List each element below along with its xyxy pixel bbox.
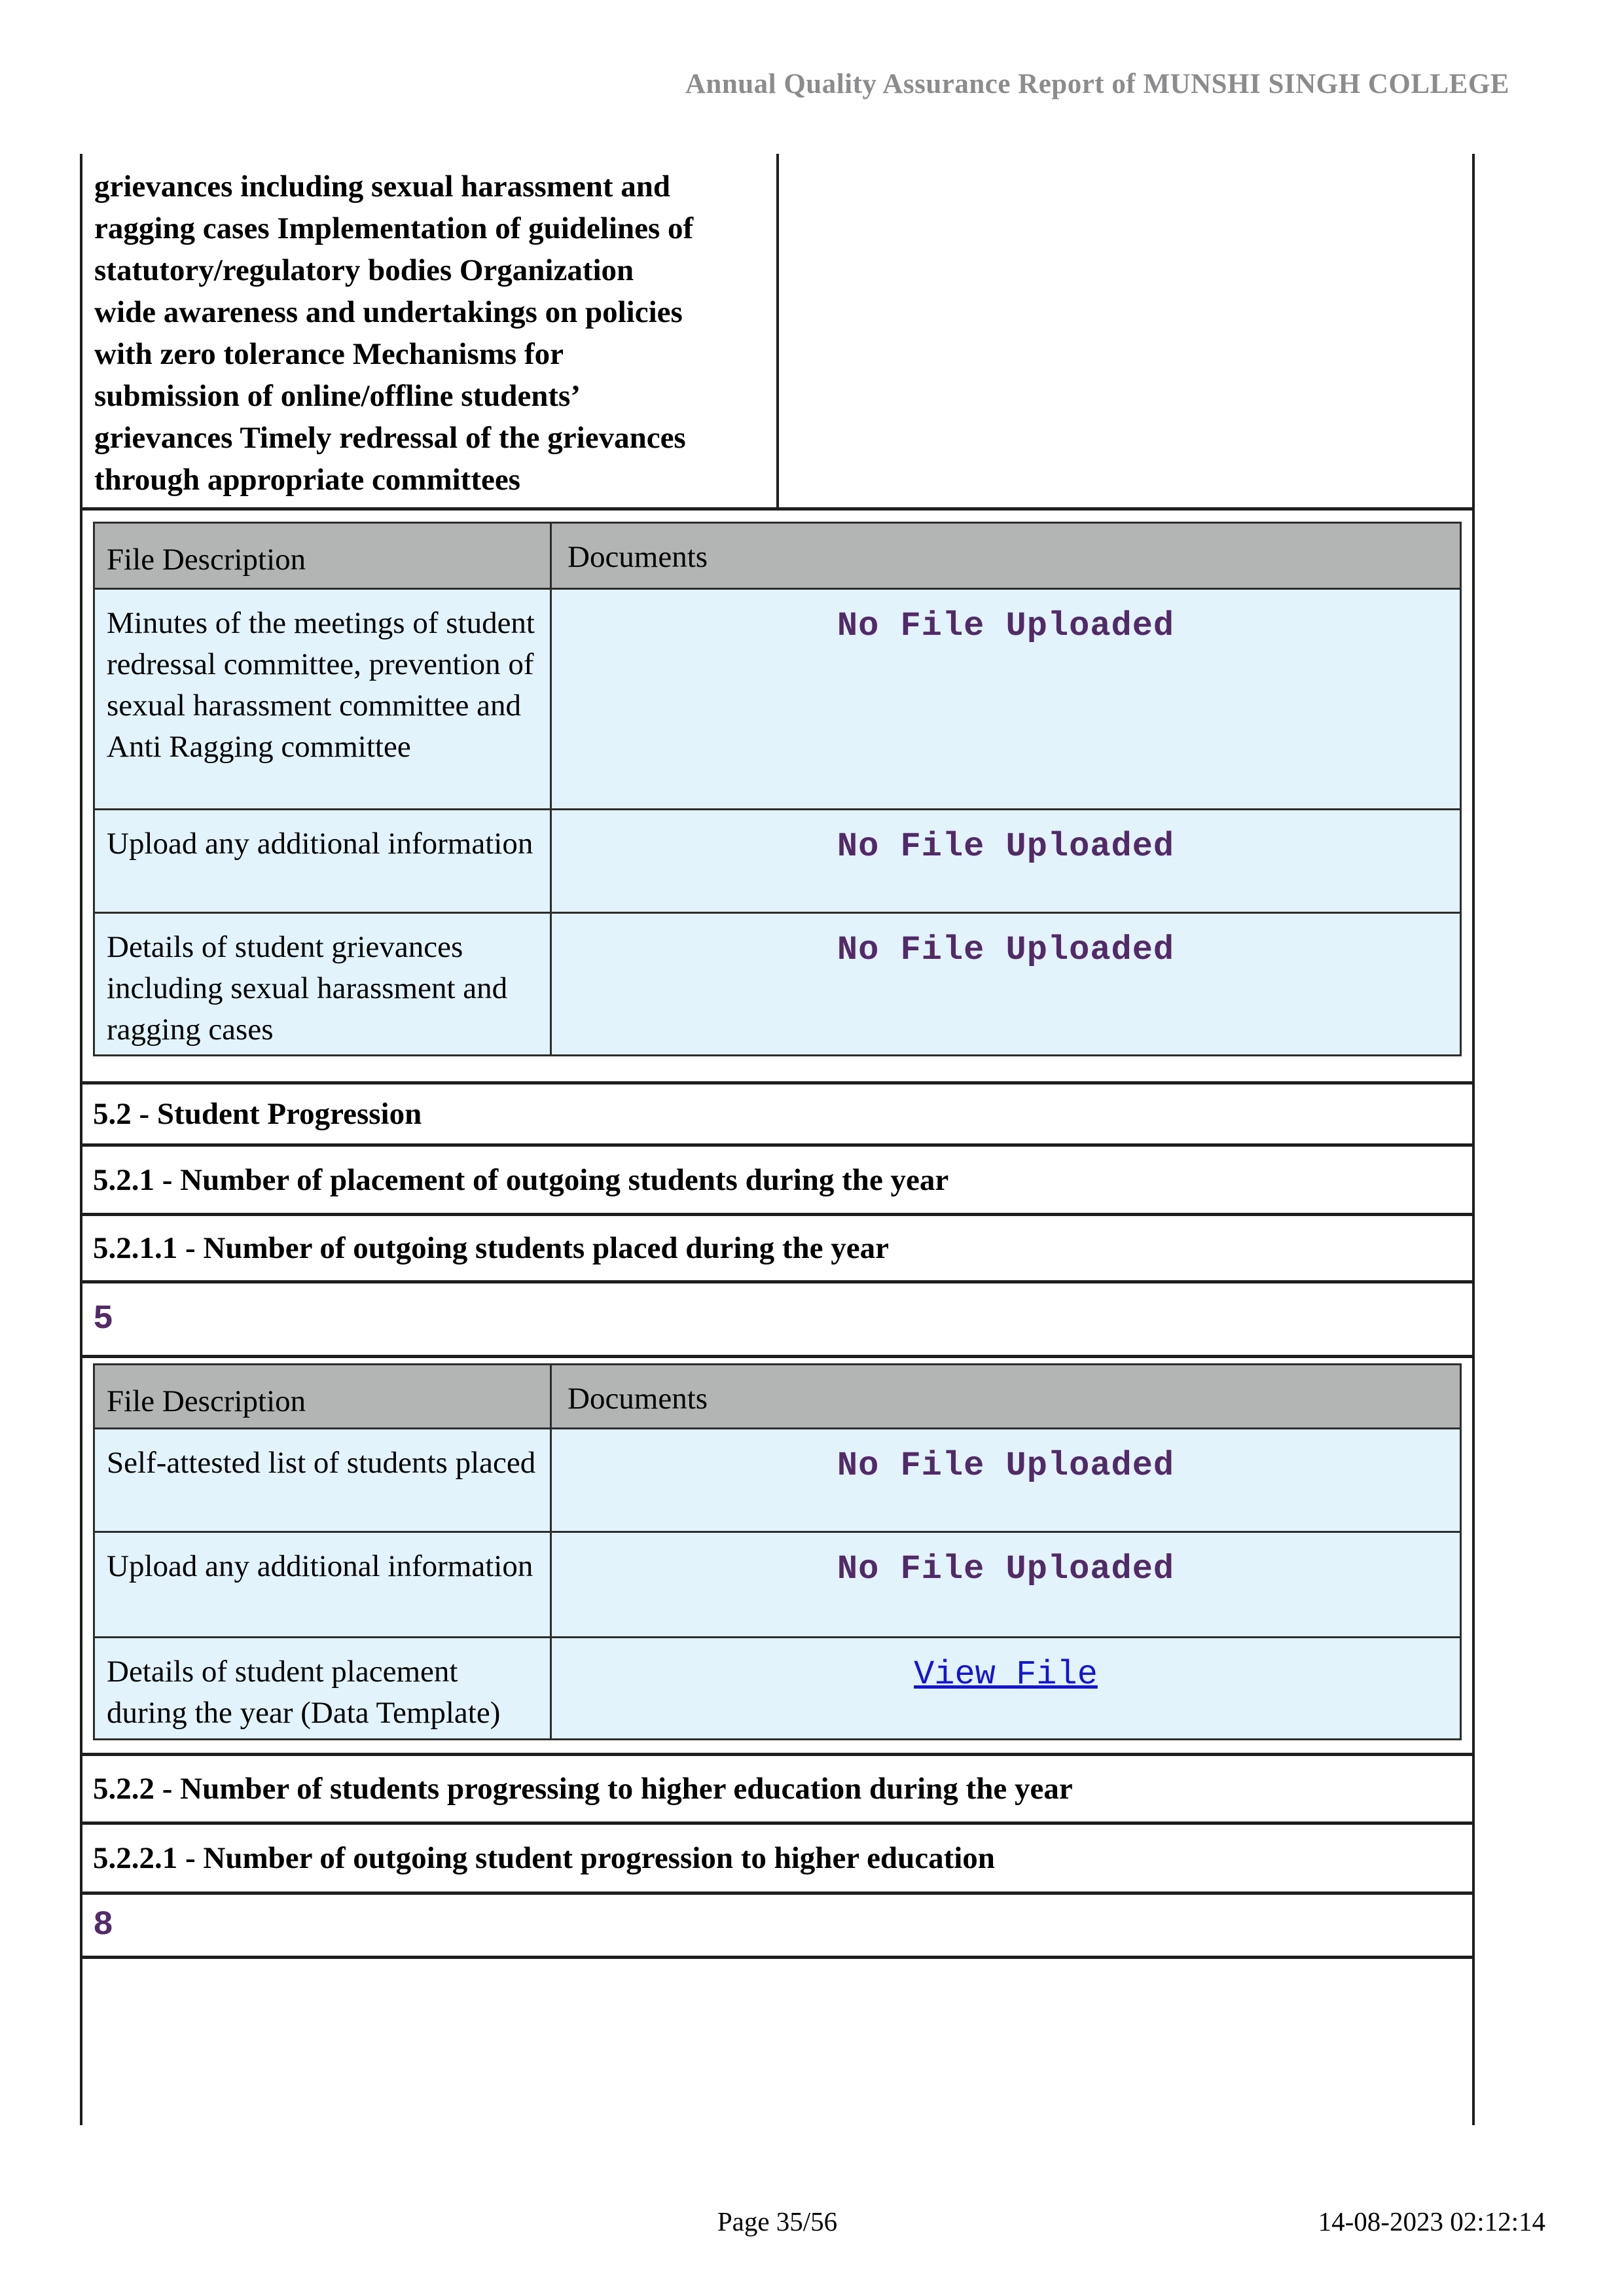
section-row-5-2-2-1 bbox=[82, 1825, 1472, 1895]
table-row bbox=[95, 588, 1460, 808]
section-row-5-2-1-1 bbox=[82, 1216, 1472, 1283]
report-title: Annual Quality Assurance Report of MUNSHI SINGH COLLEGE bbox=[685, 69, 1509, 99]
page-number: Page 35/56 bbox=[717, 2206, 838, 2236]
paragraph-line: through appropriate committees bbox=[94, 463, 520, 497]
file-description-header: File Description bbox=[95, 1365, 552, 1427]
documents-table-1-row bbox=[82, 522, 1472, 1085]
no-file-uploaded-text: No File Uploaded bbox=[837, 607, 1175, 645]
table-header-row bbox=[95, 524, 1460, 588]
documents-table-2 bbox=[93, 1363, 1462, 1740]
paragraph-line: wide awareness and undertakings on policies bbox=[94, 295, 683, 329]
value-row-5-2-2-1 bbox=[82, 1895, 1472, 1959]
document-cell bbox=[552, 1638, 1460, 1738]
document-cell bbox=[552, 1429, 1460, 1531]
section-row-5-2-2 bbox=[82, 1756, 1472, 1825]
no-file-uploaded-text: No File Uploaded bbox=[837, 827, 1175, 866]
no-file-uploaded-text: No File Uploaded bbox=[837, 931, 1175, 969]
file-description-header: File Description bbox=[95, 524, 552, 588]
section-title: 5.2.2 - Number of students progressing to higher education during the year bbox=[93, 1772, 1073, 1806]
paragraph-line: grievances Timely redressal of the grievances bbox=[94, 421, 686, 455]
paragraph-line: grievances including sexual harassment and bbox=[94, 170, 671, 204]
document-cell bbox=[552, 1533, 1460, 1636]
documents-header: Documents bbox=[568, 540, 708, 574]
file-description-cell: Minutes of the meetings of student redressal committee, prevention of sexual harassment committee and Anti Ragging committee bbox=[95, 590, 552, 808]
no-file-uploaded-text: No File Uploaded bbox=[837, 1550, 1175, 1588]
section-title: 5.2.1.1 - Number of outgoing students placed during the year bbox=[93, 1231, 889, 1265]
document-cell bbox=[552, 590, 1460, 808]
continuation-text-cell bbox=[82, 154, 779, 507]
empty-continuation-row bbox=[82, 1959, 1472, 2125]
document-cell bbox=[552, 914, 1460, 1054]
table-row bbox=[95, 1531, 1460, 1636]
no-file-uploaded-text: No File Uploaded bbox=[837, 1446, 1175, 1485]
file-description-cell: Details of student grievances including sexual harassment and ragging cases bbox=[95, 914, 552, 1054]
file-description-cell: Upload any additional information bbox=[95, 1533, 552, 1636]
file-description-cell: Self-attested list of students placed bbox=[95, 1429, 552, 1531]
table-row bbox=[95, 808, 1460, 912]
file-description-cell: Details of student placement during the year (Data Template) bbox=[95, 1638, 552, 1738]
footer-timestamp: 14-08-2023 02:12:14 bbox=[1318, 2206, 1545, 2236]
section-row-5-2-1 bbox=[82, 1147, 1472, 1216]
students-placed-value: 5 bbox=[93, 1300, 114, 1338]
paragraph-line: with zero tolerance Mechanisms for bbox=[94, 337, 564, 371]
paragraph-line: ragging cases Implementation of guidelines of bbox=[94, 211, 694, 245]
main-outer-table bbox=[80, 154, 1475, 2125]
value-row-5-2-1-1 bbox=[82, 1283, 1472, 1358]
continuation-row bbox=[82, 154, 1472, 511]
section-title: 5.2 - Student Progression bbox=[93, 1097, 422, 1131]
paragraph-line: statutory/regulatory bodies Organization bbox=[94, 253, 634, 287]
documents-table-2-row bbox=[82, 1363, 1472, 1756]
table-row bbox=[95, 912, 1460, 1054]
table-row bbox=[95, 1636, 1460, 1738]
documents-table-1 bbox=[93, 522, 1462, 1056]
section-title: 5.2.1 - Number of placement of outgoing students during the year bbox=[93, 1162, 949, 1197]
paragraph-line: submission of online/offline students’ bbox=[94, 379, 581, 413]
empty-cell bbox=[779, 154, 1472, 507]
documents-header: Documents bbox=[568, 1382, 708, 1416]
section-title: 5.2.2.1 - Number of outgoing student progression to higher education bbox=[93, 1841, 995, 1875]
document-cell bbox=[552, 810, 1460, 912]
table-row bbox=[95, 1427, 1460, 1531]
file-description-cell: Upload any additional information bbox=[95, 810, 552, 912]
view-file-link[interactable]: View File bbox=[914, 1655, 1098, 1694]
table-header-row bbox=[95, 1365, 1460, 1427]
higher-education-value: 8 bbox=[93, 1906, 114, 1945]
section-row-5-2 bbox=[82, 1085, 1472, 1147]
